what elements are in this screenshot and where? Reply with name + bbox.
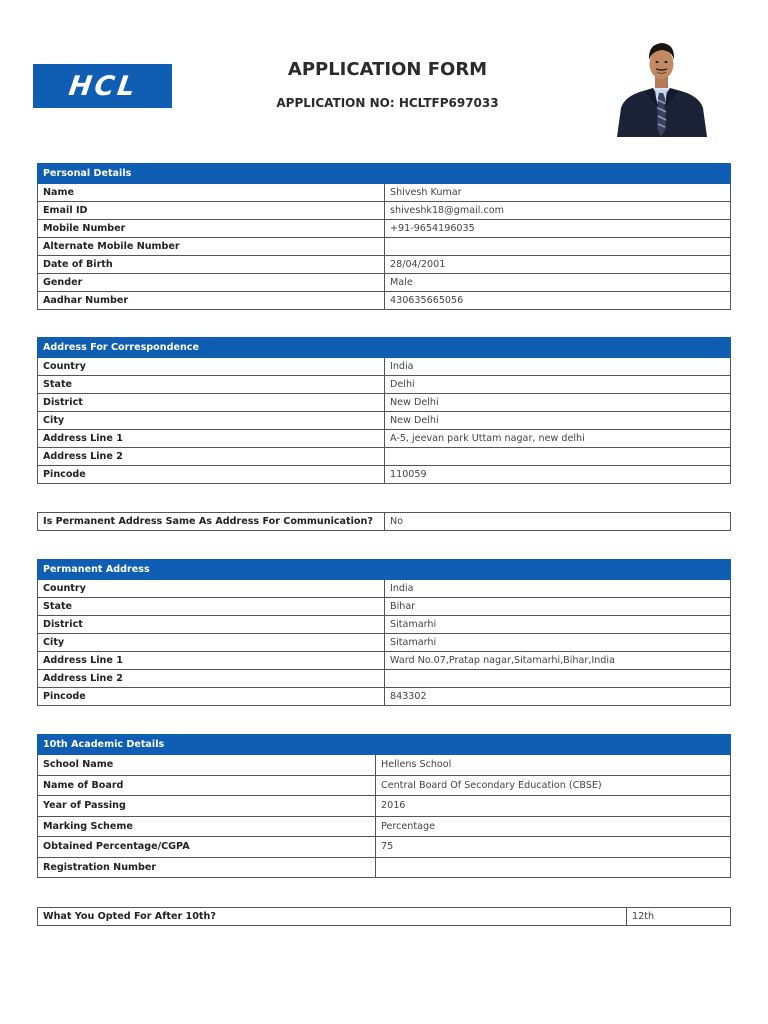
field-value <box>385 670 731 688</box>
table-row <box>38 394 731 412</box>
field-label: Address Line 1 <box>38 652 385 670</box>
same-address-row <box>38 513 731 531</box>
table-row <box>38 670 731 688</box>
tenth-academic-table <box>37 734 731 878</box>
field-label: Alternate Mobile Number <box>38 238 385 256</box>
field-value: Bihar <box>385 598 731 616</box>
after-tenth-row <box>38 908 731 926</box>
field-label: District <box>38 394 385 412</box>
table-row <box>38 412 731 430</box>
personal-details-heading: Personal Details <box>38 164 731 184</box>
field-value: Ward No.07,Pratap nagar,Sitamarhi,Bihar,India <box>385 652 731 670</box>
tenth-heading: 10th Academic Details <box>38 735 731 755</box>
field-value: Central Board Of Secondary Education (CBSE) <box>376 775 731 796</box>
table-row <box>38 796 731 817</box>
table-row <box>38 616 731 634</box>
field-label: Aadhar Number <box>38 292 385 310</box>
field-value: +91-9654196035 <box>385 220 731 238</box>
field-label: What You Opted For After 10th? <box>38 908 627 926</box>
correspondence-address-table <box>37 337 731 484</box>
field-value: 843302 <box>385 688 731 706</box>
table-row <box>38 466 731 484</box>
hcl-logo <box>33 64 172 108</box>
field-value: India <box>385 580 731 598</box>
field-label: Pincode <box>38 688 385 706</box>
field-label: Name of Board <box>38 775 376 796</box>
table-row <box>38 448 731 466</box>
form-title: APPLICATION FORM <box>287 59 488 80</box>
field-value: Male <box>385 274 731 292</box>
table-row <box>38 202 731 220</box>
field-value: Percentage <box>376 816 731 837</box>
field-label: Country <box>38 358 385 376</box>
field-value: India <box>385 358 731 376</box>
field-label: City <box>38 634 385 652</box>
field-value: Sitamarhi <box>385 616 731 634</box>
table-row <box>38 652 731 670</box>
field-label: Year of Passing <box>38 796 376 817</box>
field-value: A-5, jeevan park Uttam nagar, new delhi <box>385 430 731 448</box>
table-row <box>38 220 731 238</box>
field-label: Email ID <box>38 202 385 220</box>
field-label: Name <box>38 184 385 202</box>
field-value: New Delhi <box>385 412 731 430</box>
field-label: District <box>38 616 385 634</box>
field-label: Country <box>38 580 385 598</box>
field-label: Address Line 1 <box>38 430 385 448</box>
table-row <box>38 755 731 776</box>
field-value: 28/04/2001 <box>385 256 731 274</box>
applicant-photo <box>615 38 708 137</box>
application-number: APPLICATION NO: HCLTFP697033 <box>276 96 499 110</box>
table-row <box>38 184 731 202</box>
field-value <box>385 448 731 466</box>
logo-text: HCL <box>66 71 140 102</box>
field-value: New Delhi <box>385 394 731 412</box>
permanent-heading: Permanent Address <box>38 560 731 580</box>
field-value: Sitamarhi <box>385 634 731 652</box>
field-label: School Name <box>38 755 376 776</box>
table-row <box>38 274 731 292</box>
field-value: shiveshk18@gmail.com <box>385 202 731 220</box>
field-value: No <box>385 513 731 531</box>
table-row <box>38 816 731 837</box>
field-label: Registration Number <box>38 857 376 878</box>
field-label: City <box>38 412 385 430</box>
table-row <box>38 292 731 310</box>
field-value <box>376 857 731 878</box>
field-label: State <box>38 598 385 616</box>
table-row <box>38 837 731 858</box>
field-value: Delhi <box>385 376 731 394</box>
field-label: Obtained Percentage/CGPA <box>38 837 376 858</box>
field-value: 2016 <box>376 796 731 817</box>
permanent-address-table <box>37 559 731 706</box>
after-tenth-table <box>37 907 731 926</box>
field-value <box>385 238 731 256</box>
field-value: 75 <box>376 837 731 858</box>
table-row <box>38 598 731 616</box>
field-label: State <box>38 376 385 394</box>
field-label: Pincode <box>38 466 385 484</box>
table-row <box>38 358 731 376</box>
field-label: Address Line 2 <box>38 448 385 466</box>
table-row <box>38 775 731 796</box>
table-row <box>38 580 731 598</box>
field-label: Is Permanent Address Same As Address For Communication? <box>38 513 385 531</box>
field-label: Date of Birth <box>38 256 385 274</box>
field-label: Marking Scheme <box>38 816 376 837</box>
field-value: 110059 <box>385 466 731 484</box>
field-label: Gender <box>38 274 385 292</box>
field-label: Mobile Number <box>38 220 385 238</box>
field-value: 12th <box>627 908 731 926</box>
table-row <box>38 238 731 256</box>
field-value: Shivesh Kumar <box>385 184 731 202</box>
field-label: Address Line 2 <box>38 670 385 688</box>
same-address-table <box>37 512 731 531</box>
table-row <box>38 256 731 274</box>
field-value: 430635665056 <box>385 292 731 310</box>
correspondence-heading: Address For Correspondence <box>38 338 731 358</box>
table-row <box>38 376 731 394</box>
table-row <box>38 430 731 448</box>
table-row <box>38 634 731 652</box>
table-row <box>38 688 731 706</box>
field-value: Hellens School <box>376 755 731 776</box>
table-row <box>38 857 731 878</box>
personal-details-table <box>37 163 731 310</box>
